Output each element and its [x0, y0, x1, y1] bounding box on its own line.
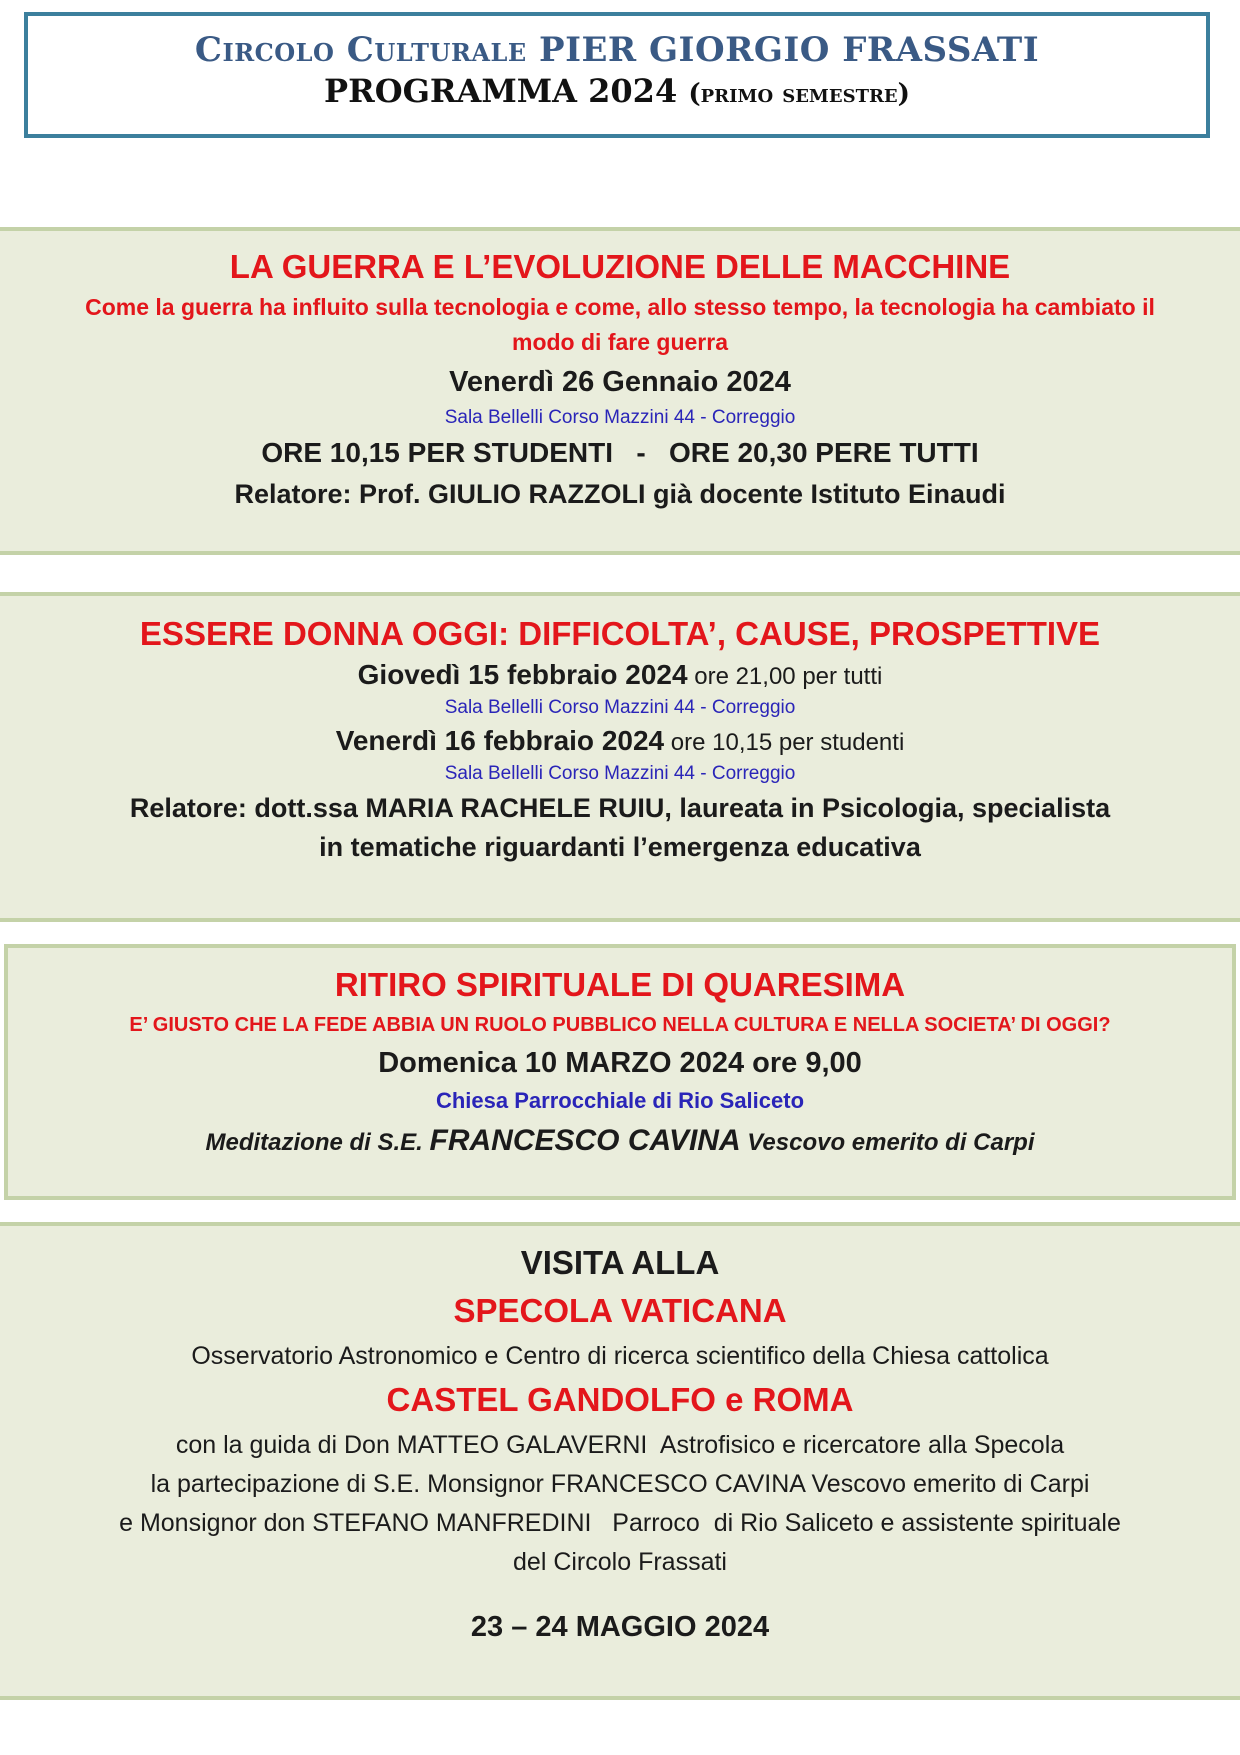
event4-line3: Osservatorio Astronomico e Centro di ricerca scientifico della Chiesa cattolica	[191, 1342, 1049, 1370]
event2-date1-line	[0, 659, 1240, 691]
event2-venue2: Sala Bellelli Corso Mazzini 44 - Correggio	[444, 763, 796, 784]
event-ritiro	[4, 944, 1236, 1200]
event-guerra	[0, 227, 1240, 555]
event1-date: Venerdì 26 Gennaio 2024	[449, 366, 791, 398]
event4-line5: con la guida di Don MATTEO GALAVERNI Astrofisico e ricercatore alla Specola	[175, 1431, 1065, 1459]
event2-date1: Giovedì 15 febbraio 2024	[357, 659, 688, 690]
org-prefix: Circolo Culturale	[194, 30, 527, 70]
event2-date2-line	[0, 725, 1240, 757]
event1-times: ORE 10,15 PER STUDENTI - ORE 20,30 PERE TUTTI	[261, 437, 979, 468]
event4-line2: SPECOLA VATICANA	[453, 1292, 787, 1329]
event4-line4: CASTEL GANDOLFO e ROMA	[386, 1381, 854, 1418]
event2-date2: Venerdì 16 febbraio 2024	[335, 725, 665, 756]
org-name	[28, 30, 1206, 70]
event2-venue1: Sala Bellelli Corso Mazzini 44 - Correggio	[444, 697, 796, 718]
event1-title: LA GUERRA E L’EVOLUZIONE DELLE MACCHINE	[229, 248, 1011, 285]
event2-time2: ore 10,15 per studenti	[664, 729, 905, 756]
event2-speaker-line2: in tematiche riguardanti l’emergenza educativa	[319, 832, 921, 862]
event3-title: RITIRO SPIRITUALE DI QUARESIMA	[334, 966, 906, 1003]
event2-speaker-line1: Relatore: dott.ssa MARIA RACHELE RUIU, laureata in Psicologia, specialista	[129, 793, 1111, 823]
org-name-main: PIER GIORGIO FRASSATI	[539, 30, 1040, 70]
event4-date: 23 – 24 MAGGIO 2024	[470, 1611, 770, 1643]
program-title-main: PROGRAMMA 2024	[324, 72, 678, 110]
event3-meditation-prefix: Meditazione di S.E.	[205, 1129, 430, 1156]
event1-subtitle-line1: Come la guerra ha influito sulla tecnologia e come, allo stesso tempo, la tecnologia ha cambiato il	[85, 294, 1155, 320]
event4-line8: del Circolo Frassati	[513, 1548, 727, 1576]
event4-line7: e Monsignor don STEFANO MANFREDINI Parroco di Rio Saliceto e assistente spirituale	[119, 1509, 1121, 1537]
event1-speaker: Relatore: Prof. GIULIO RAZZOLI già docente Istituto Einaudi	[234, 479, 1006, 509]
event2-title: ESSERE DONNA OGGI: DIFFICOLTA’, CAUSE, PROSPETTIVE	[139, 615, 1101, 652]
event3-subtitle: E’ GIUSTO CHE LA FEDE ABBIA UN RUOLO PUBBLICO NELLA CULTURA E NELLA SOCIETA’ DI OGGI?	[129, 1014, 1111, 1036]
event-specola	[0, 1222, 1240, 1700]
event-donna	[0, 592, 1240, 922]
event2-time1: ore 21,00 per tutti	[687, 663, 883, 690]
event3-date: Domenica 10 MARZO 2024 ore 9,00	[378, 1047, 862, 1079]
event3-meditation-suffix: Vescovo emerito di Carpi	[740, 1129, 1035, 1156]
program-subtitle: (primo semestre)	[688, 79, 910, 109]
event3-meditation	[8, 1124, 1232, 1158]
event1-venue: Sala Bellelli Corso Mazzini 44 - Correggio	[444, 407, 796, 428]
event1-subtitle-line2: modo di fare guerra	[512, 329, 728, 355]
event3-meditation-name: FRANCESCO CAVINA	[429, 1124, 741, 1157]
event4-line6: la partecipazione di S.E. Monsignor FRANCESCO CAVINA Vescovo emerito di Carpi	[150, 1470, 1090, 1498]
header-box	[24, 12, 1210, 138]
program-title	[28, 72, 1206, 110]
event3-venue: Chiesa Parrocchiale di Rio Saliceto	[435, 1088, 805, 1113]
event4-line1: VISITA ALLA	[520, 1244, 720, 1281]
